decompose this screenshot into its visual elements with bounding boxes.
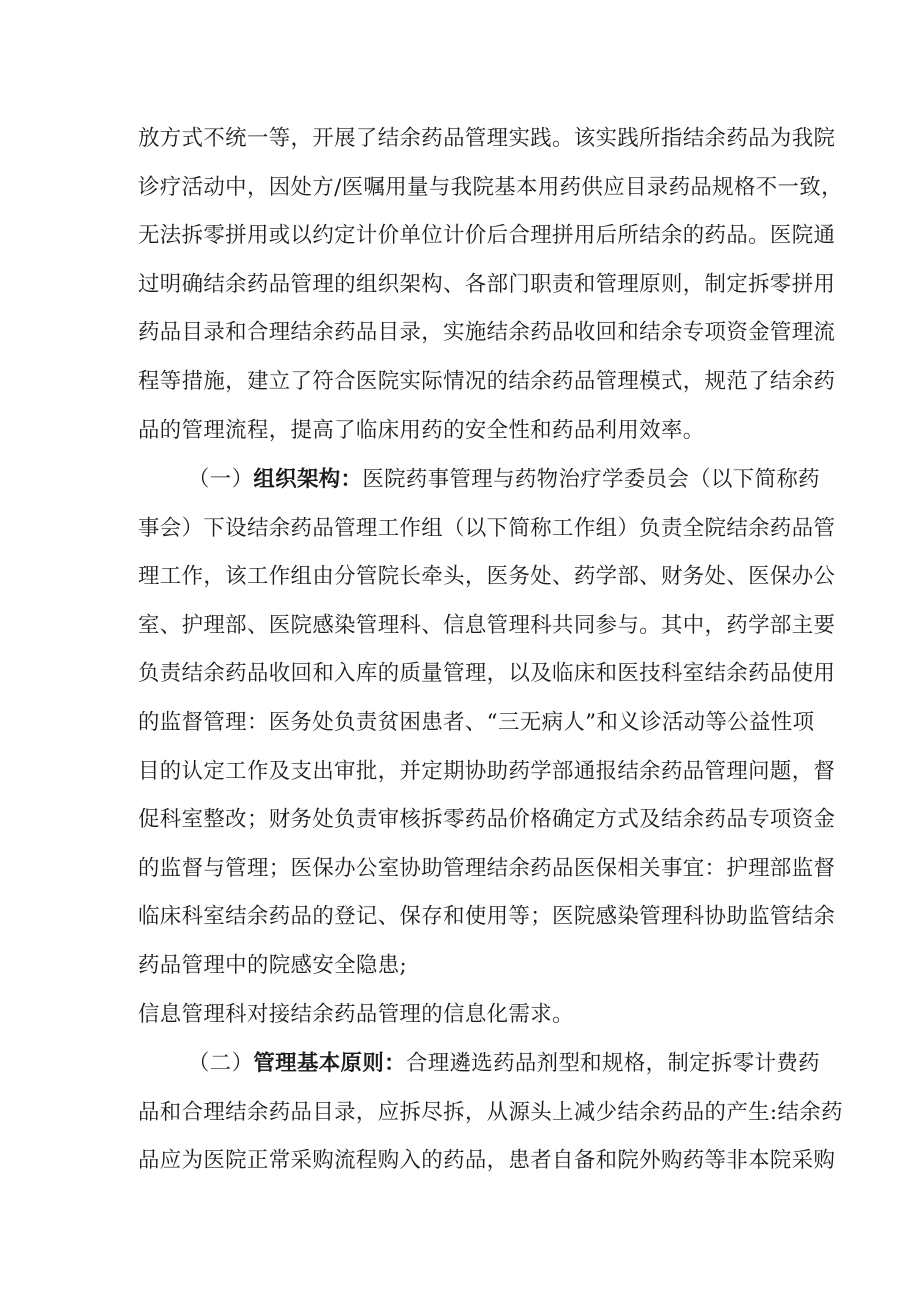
text-line: 促科室整改；财务处负责审核拆零药品价格确定方式及结余药品专项资金: [138, 807, 836, 833]
section-number: （二）: [188, 1051, 254, 1076]
section-first-line: [138, 456, 820, 505]
text-line: 事会）下设结余药品管理工作组（以下简称工作组）负责全院结余药品管: [138, 515, 836, 541]
text-line: 品的管理流程，提高了临床用药的安全性和药品利用效率。: [138, 417, 705, 443]
text-line: 的监督与管理；医保办公室协助管理结余药品医保相关事宜：护理部监督: [138, 855, 836, 881]
section-heading: 管理基本原则：: [253, 1051, 406, 1076]
text-line: 室、护理部、医院感染管理科、信息管理科共同参与。其中，药学部主要: [138, 612, 836, 638]
text-line: 药品目录和合理结余药品目录，实施结余药品收回和结余专项资金管理流: [138, 320, 836, 346]
section-number: （一）: [188, 467, 254, 492]
paragraph-info-management: [138, 991, 788, 1040]
paragraph-principles: [138, 1040, 843, 1186]
text-line: 品应为医院正常采购流程购入的药品，患者自备和院外购药等非本院采购: [138, 1148, 836, 1174]
paragraph-intro: [138, 115, 843, 455]
text-line: 诊疗活动中，因处方/医嘱用量与我院基本用药供应目录药品规格不一致，: [138, 174, 843, 200]
text-line: 的监督管理：医务处负责贫困患者、“三无病人”和义诊活动等公益性项: [138, 709, 815, 735]
text-line: 信息管理科对接结余药品管理的信息化需求。: [138, 1002, 574, 1027]
section-first-line: [138, 1040, 820, 1089]
text-line: 临床科室结余药品的登记、保存和使用等；医院感染管理科协助监管结余: [138, 904, 836, 930]
section-first-text: 医院药事管理与药物治疗学委员会（以下简称药: [362, 467, 820, 492]
text-line: 药品管理中的院感安全隐患;: [138, 952, 408, 978]
text-line: 无法拆零拼用或以约定计价单位计价后合理拼用后所结余的药品。医院通: [138, 223, 836, 249]
section-first-text: 合理遴选药品剂型和规格，制定拆零计费药: [405, 1051, 820, 1076]
text-line: 放方式不统一等，开展了结余药品管理实践。该实践所指结余药品为我院: [138, 126, 836, 151]
text-line: 理工作，该工作组由分管院长牵头，医务处、药学部、财务处、医保办公: [138, 564, 836, 590]
text-line: 过明确结余药品管理的组织架构、各部门职责和管理原则，制定拆零拼用: [138, 271, 836, 297]
paragraph-organization: [138, 456, 836, 991]
text-line: 程等措施，建立了符合医院实际情况的结余药品管理模式，规范了结余药: [138, 368, 836, 394]
text-line: 负责结余药品收回和入库的质量管理，以及临床和医技科室结余药品使用: [138, 661, 836, 687]
section-heading: 组织架构：: [253, 467, 363, 492]
text-line: 品和合理结余药品目录，应拆尽拆，从源头上减少结余药品的产生:结余药: [138, 1099, 843, 1125]
text-line: 目的认定工作及支出审批，并定期协助药学部通报结余药品管理问题，督: [138, 758, 836, 784]
